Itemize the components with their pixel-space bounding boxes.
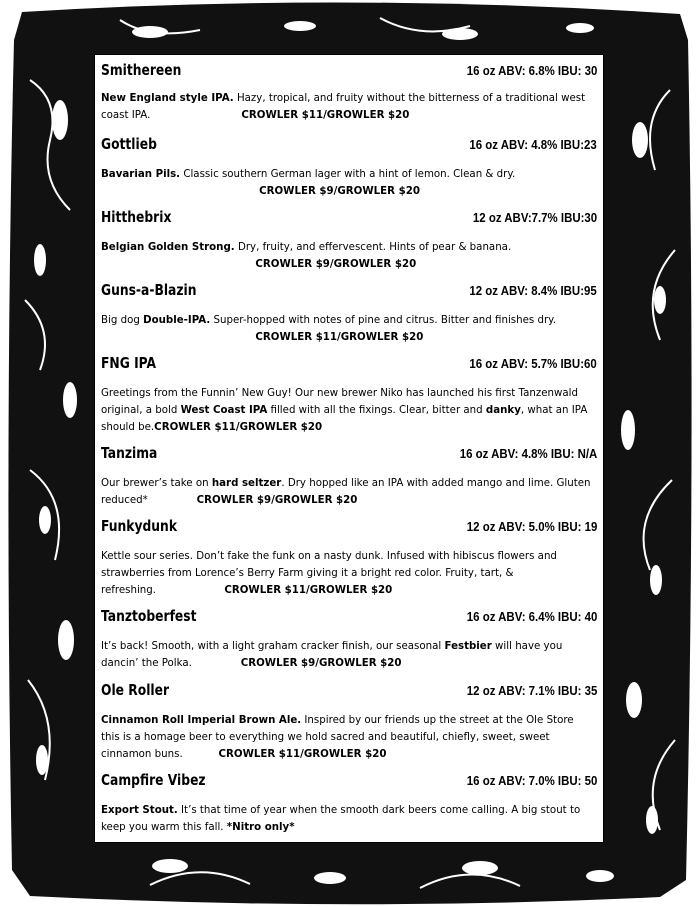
beer-price: CROWLER $11/GROWLER $20 [224, 583, 393, 596]
beer-price: CROWLER $11/GROWLER $20 [154, 420, 323, 433]
beer-entry [101, 444, 597, 508]
beer-description: It’s that time of year when the smooth dark beers come calling. A big stout to keep you warm this fall. [101, 803, 581, 833]
beer-description: filled with all the fixings. Clear, bitter and [267, 403, 486, 416]
beer-name: Hitthebrix [101, 208, 172, 226]
beer-price: CROWLER $11/GROWLER $20 [255, 330, 424, 343]
beer-price: CROWLER $9/GROWLER $20 [240, 656, 402, 669]
beer-description: Inspired by our friends up the street at the Ole Store this is a homage beer to everything we hold sacred and beautiful, chiefly, sweet, sweet cinnamon buns. [101, 713, 574, 760]
beer-description: Classic southern German lager with a hint of lemon. Clean & dry. [180, 167, 516, 180]
beer-style: West Coast IPA [180, 403, 268, 416]
beer-description-lead: It’s back! Smooth, with a light graham cracker finish, our seasonal [101, 639, 445, 652]
beer-entry [101, 517, 597, 598]
beer-menu-panel [94, 54, 604, 843]
beer-name: Tanzima [101, 444, 158, 462]
beer-name: Ole Roller [101, 681, 170, 699]
beer-style: Export Stout. [101, 803, 178, 816]
beer-entry [101, 607, 597, 671]
beer-entry [101, 61, 597, 123]
beer-stats: 12 oz ABV:7.7% IBU:30 [472, 210, 597, 225]
beer-description-lead: Our brewer’s take on [101, 476, 212, 489]
beer-stats: 16 oz ABV: 6.8% IBU: 30 [466, 63, 597, 78]
beer-style: Festbier [444, 639, 492, 652]
beer-style: New England style IPA. [101, 91, 234, 104]
beer-description: Hazy, tropical, and fruity without the bitterness of a traditional west coast IPA. [101, 91, 586, 121]
beer-price: CROWLER $11/GROWLER $20 [218, 747, 387, 760]
beer-description-lead: Greetings from the Funnin’ New Guy! Our new brewer Niko has launched his first Tanzenwald original, a bold [101, 386, 578, 416]
beer-entry [101, 135, 597, 199]
beer-style: Double-IPA. [143, 313, 211, 326]
beer-description: will have you dancin’ the Polka. [101, 639, 563, 669]
beer-entry [101, 208, 597, 272]
beer-stats: 16 oz ABV: 7.0% IBU: 50 [466, 773, 597, 788]
beer-entry [101, 681, 597, 762]
beer-entry [101, 354, 597, 435]
beer-entry [101, 281, 597, 345]
beer-price: CROWLER $9/GROWLER $20 [196, 493, 358, 506]
beer-style: Bavarian Pils. [101, 167, 181, 180]
beer-name: Campfire Vibez [101, 771, 206, 789]
beer-description: Dry, fruity, and effervescent. Hints of pear & banana. [234, 240, 512, 253]
beer-description-tail: , what an IPA should be. [101, 403, 588, 433]
beer-stats: 16 oz ABV: 4.8% IBU:23 [469, 137, 597, 152]
beer-stats: 12 oz ABV: 7.1% IBU: 35 [466, 683, 597, 698]
beer-note: *Nitro only* [226, 820, 295, 833]
beer-stats: 16 oz ABV: 4.8% IBU: N/A [459, 446, 597, 461]
beer-name: Tanztoberfest [101, 607, 197, 625]
beer-stats: 16 oz ABV: 6.4% IBU: 40 [466, 609, 597, 624]
beer-stats: 16 oz ABV: 5.7% IBU:60 [469, 356, 597, 371]
beer-description-lead: Big dog [101, 313, 144, 326]
beer-price: CROWLER $11/GROWLER $20 [241, 108, 410, 121]
beer-name: Funkydunk [101, 517, 178, 535]
beer-price: CROWLER $9/GROWLER $20 [259, 184, 420, 197]
beer-price: CROWLER $9/GROWLER $20 [255, 257, 417, 270]
beer-stats: 12 oz ABV: 8.4% IBU:95 [469, 283, 597, 298]
beer-name: Guns-a-Blazin [101, 281, 197, 299]
beer-description: . Dry hopped like an IPA with added mango and lime. Gluten reduced* [101, 476, 591, 506]
beer-stats: 12 oz ABV: 5.0% IBU: 19 [466, 519, 597, 534]
beer-name: Smithereen [101, 61, 182, 79]
beer-style: Cinnamon Roll Imperial Brown Ale. [101, 713, 302, 726]
beer-entry [101, 771, 597, 835]
beer-style: Belgian Golden Strong. [101, 240, 235, 253]
beer-style-secondary: danky [485, 403, 521, 416]
beer-description: Kettle sour series. Don’t fake the funk on a nasty dunk. Infused with hibiscus flowers and strawberries from Lorence’s Berry Farm giving it a bright red color. Fruity, tart, & refreshing. [101, 549, 557, 596]
beer-name: Gottlieb [101, 135, 157, 153]
beer-style: hard seltzer [211, 476, 282, 489]
beer-description: Super-hopped with notes of pine and citrus. Bitter and finishes dry. [210, 313, 557, 326]
beer-name: FNG IPA [101, 354, 157, 372]
